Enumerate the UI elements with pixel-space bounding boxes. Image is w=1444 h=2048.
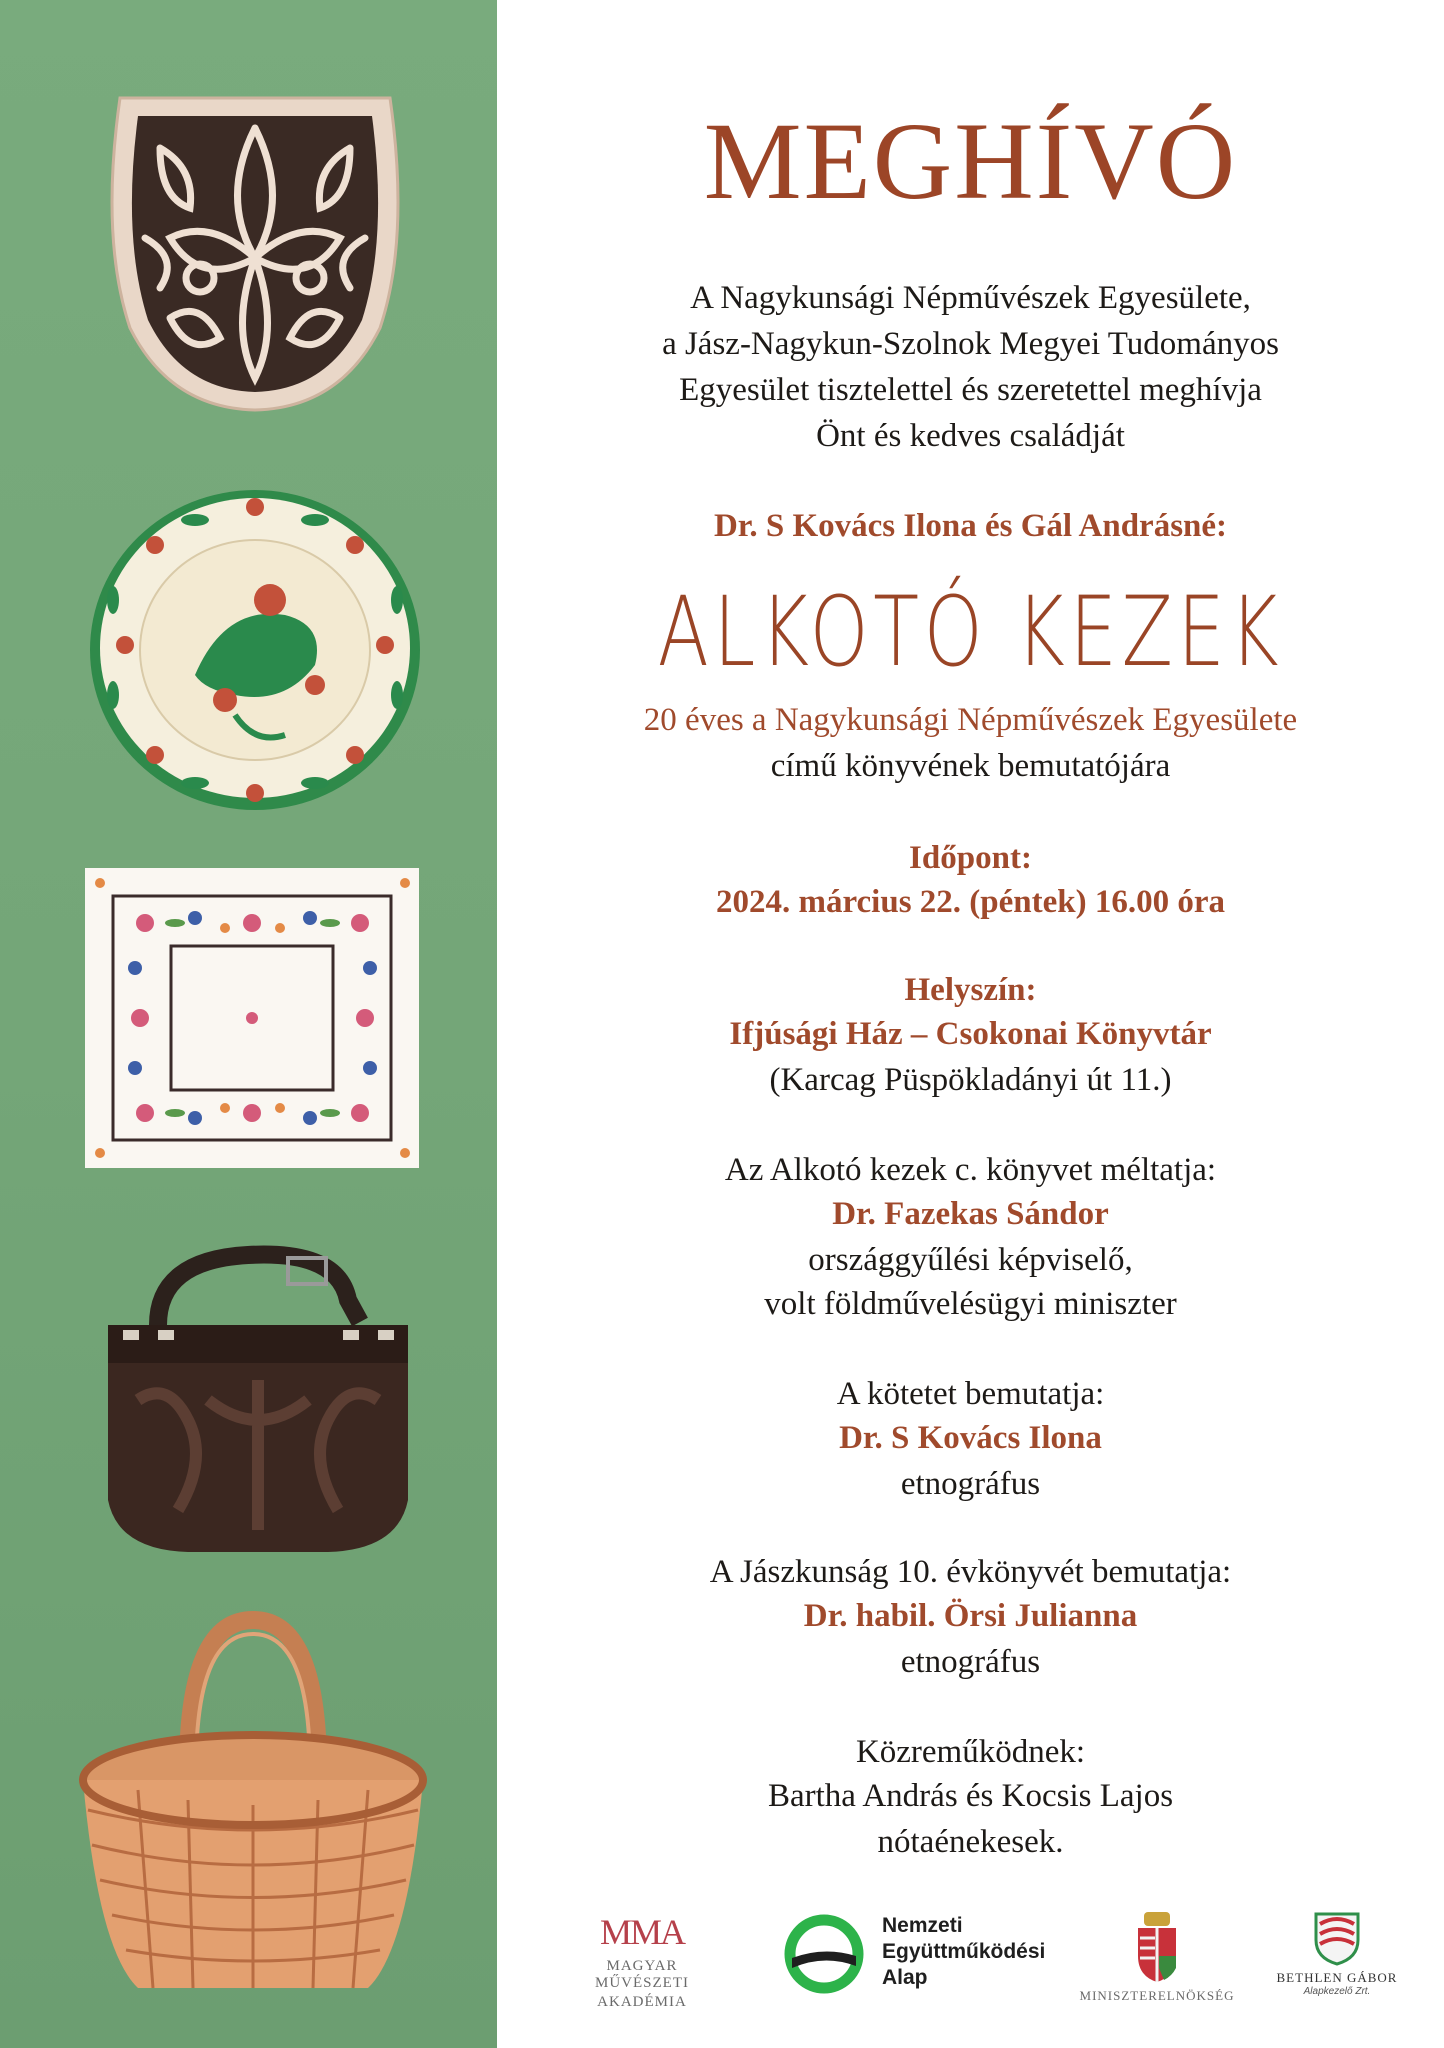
page-title: MEGHÍVÓ bbox=[703, 100, 1238, 222]
nea-line-2: Együttműködési bbox=[882, 1940, 1046, 1963]
intro-line-1: A Nagykunsági Népművészek Egyesülete, bbox=[690, 280, 1251, 316]
presenter2-role: etnográfus bbox=[900, 1644, 1041, 1680]
mma-line-2: AKADÉMIA bbox=[597, 1994, 687, 2010]
nea-line-1: Nemzeti bbox=[882, 1914, 963, 1937]
intro-line-3: Egyesület tisztelettel és szeretettel meghívja bbox=[679, 372, 1262, 408]
bga-line-1: BETHLEN GÁBOR bbox=[1276, 1970, 1398, 1985]
painted-plate-image bbox=[85, 485, 425, 815]
mma-logo bbox=[567, 1912, 717, 2011]
presenter2-name: Dr. habil. Örsi Julianna bbox=[803, 1598, 1138, 1634]
nea-logo bbox=[782, 1912, 1092, 2002]
nea-ring-icon bbox=[782, 1912, 866, 1996]
reviewer-role-2: volt földművelésügyi miniszter bbox=[764, 1286, 1177, 1322]
miniszterelnokseg-logo bbox=[1077, 1912, 1237, 2004]
book-title: ALKOTÓ KEZEK bbox=[657, 576, 1284, 688]
bga-line-2: Alapkezelő Zrt. bbox=[1303, 1986, 1371, 1997]
reviewer-role-1: országgyűlési képviselő, bbox=[808, 1242, 1133, 1278]
reviewer-intro: Az Alkotó kezek c. könyvet méltatja: bbox=[724, 1152, 1217, 1188]
performers-names: Bartha András és Kocsis Lajos bbox=[767, 1778, 1174, 1814]
nea-line-3: Alap bbox=[882, 1966, 928, 1989]
presenter2-intro: A Jászkunság 10. évkönyvét bemutatja: bbox=[709, 1554, 1232, 1590]
miniszterelnokseg-text: MINISZTERELNÖKSÉG bbox=[1079, 1988, 1235, 2003]
place-label: Helyszín: bbox=[904, 972, 1037, 1008]
invitation-content bbox=[497, 0, 1444, 2048]
authors: Dr. S Kovács Ilona és Gál Andrásné: bbox=[713, 508, 1228, 544]
presenter1-role: etnográfus bbox=[900, 1466, 1041, 1502]
time-label: Időpont: bbox=[909, 840, 1032, 876]
coat-of-arms-icon bbox=[1134, 1912, 1180, 1984]
mma-line-1: MAGYAR MŰVÉSZETI bbox=[595, 1958, 689, 1991]
book-subtitle: 20 éves a Nagykunsági Népművészek Egyesülete bbox=[643, 702, 1298, 738]
performers-role: nótaénekesek. bbox=[877, 1824, 1064, 1860]
embroidered-cloth-image bbox=[85, 868, 419, 1168]
place-address: (Karcag Püspökladányi út 11.) bbox=[769, 1062, 1172, 1098]
decorative-sidebar bbox=[0, 0, 497, 2048]
performers-label: Közreműködnek: bbox=[855, 1734, 1086, 1770]
reviewer-name: Dr. Fazekas Sándor bbox=[832, 1196, 1109, 1232]
intro-line-4: Önt és kedves családját bbox=[816, 418, 1125, 454]
presenter1-name: Dr. S Kovács Ilona bbox=[839, 1420, 1102, 1456]
time-value: 2024. március 22. (péntek) 16.00 óra bbox=[715, 884, 1226, 920]
leather-bag-image bbox=[98, 1230, 418, 1560]
place-name: Ifjúsági Ház – Csokonai Könyvtár bbox=[729, 1016, 1212, 1052]
lace-work-image bbox=[100, 88, 410, 418]
book-caption: című könyvének bemutatójára bbox=[770, 748, 1171, 784]
presenter1-intro: A kötetet bemutatja: bbox=[836, 1376, 1105, 1412]
bga-shield-icon bbox=[1312, 1910, 1362, 1966]
wicker-basket-image bbox=[78, 1610, 428, 2000]
mma-mark: MMA bbox=[599, 1912, 685, 1952]
intro-line-2: a Jász-Nagykun-Szolnok Megyei Tudományos bbox=[662, 326, 1279, 362]
bethlen-gabor-logo bbox=[1272, 1910, 1402, 1997]
